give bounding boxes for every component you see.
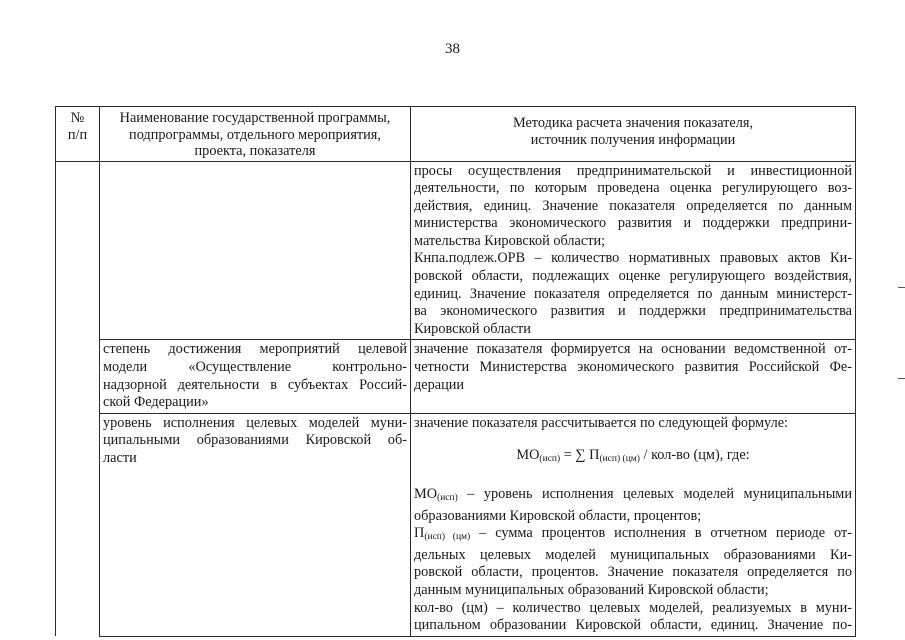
text-line: ципальном образовании Кировской области, единиц. Значение по- — [414, 617, 852, 634]
formula — [414, 447, 852, 469]
definition-p — [414, 525, 852, 547]
header-name-line: проекта, показателя — [194, 143, 316, 159]
text-line: модели «Осуществление контрольно- — [103, 359, 407, 376]
text-line: данным муниципальных образований Кировской области; — [414, 581, 769, 598]
row2-method-cell — [411, 340, 856, 413]
row-number-cell — [56, 161, 100, 636]
text-line: просы осуществления предпринимательской и инвестиционной — [414, 162, 852, 179]
row3-method-cell — [411, 413, 856, 636]
text-line: действия, единиц. Значение показателя определяется по данным — [414, 197, 852, 214]
scan-mark — [898, 287, 905, 288]
header-number-line: п/п — [67, 126, 88, 143]
page-number: 38 — [445, 41, 460, 57]
definition-subscript: (исп) — [437, 493, 458, 503]
formula-rhs: / кол-во (цм), где: — [639, 447, 750, 464]
row3-name-cell — [100, 413, 411, 636]
text-line: ципальными образованиями Кировской об- — [103, 432, 407, 449]
formula-sum: = ∑ П — [560, 447, 600, 464]
text-line: ровской области, процентов. Значение показателя определяется по — [414, 564, 852, 581]
text-line: уровень исполнения целевых моделей муни- — [103, 414, 407, 431]
header-name — [100, 107, 411, 162]
text-line: четности Министерства экономического развития Российской Фе- — [414, 359, 852, 376]
text-line: надзорной деятельности в субъектах Россий- — [103, 376, 407, 393]
table-header-row — [56, 107, 856, 162]
methodology-table — [55, 106, 856, 637]
table-row — [56, 161, 856, 340]
definition-mo — [414, 486, 852, 508]
text-line: образованиями Кировской области, процентов; — [414, 507, 702, 524]
text-line: дельных целевых моделей муниципальных образованиями Ки- — [414, 546, 852, 563]
definition-symbol: П — [414, 525, 425, 542]
text-line: мательства Кировской области; — [414, 232, 606, 249]
text-line: ской Федерации» — [103, 394, 209, 411]
header-name-line: Наименование государственной программы, — [119, 110, 391, 126]
header-method — [411, 107, 856, 162]
text-line: деятельности, по которым проведена оценка регулирующего воз- — [414, 180, 852, 197]
header-method-line: источник получения информации — [530, 131, 736, 148]
header-name-line: подпрограммы, отдельного мероприятия, — [129, 126, 381, 143]
text-line: дерации — [414, 376, 465, 393]
text-line: – сумма процентов исполнения в отчетном периоде от- — [470, 525, 853, 542]
text-line: единиц. Значение показателя определяется по данным министерст- — [414, 285, 852, 302]
text-line: ровской области, подлежащих оценке регулирующего воздействия, — [414, 268, 852, 285]
text-line: Кнпа.подлеж.ОРВ – количество нормативных правовых актов Ки- — [414, 250, 852, 267]
text-line: министерства экономического развития и поддержки предприни- — [414, 215, 852, 232]
row1-name-cell — [100, 161, 411, 340]
header-number-line: № — [70, 110, 85, 126]
text-line: Кировской области — [414, 320, 531, 337]
formula-intro: значение показателя рассчитывается по следующей формуле: — [414, 414, 789, 431]
formula-lhs: МО — [516, 447, 540, 464]
text-line: кол-во (цм) – количество целевых моделей, реализуемых в муни- — [414, 599, 852, 616]
text-line: ва экономического развития и поддержки предпринимательства — [414, 303, 852, 320]
text-line: степень достижения мероприятий целевой — [103, 341, 407, 358]
header-number — [56, 107, 100, 162]
scan-mark — [898, 378, 905, 379]
text-line: значение показателя формируется на основании ведомственной от- — [414, 341, 852, 358]
header-method-line: Методика расчета значения показателя, — [512, 115, 754, 131]
table-row — [56, 413, 856, 636]
formula-lhs-subscript: (исп) — [539, 454, 561, 465]
definition-symbol: МО — [414, 486, 438, 502]
row1-method-cell — [411, 161, 856, 340]
table-row — [56, 340, 856, 413]
row2-name-cell — [100, 340, 411, 413]
text-line: – уровень исполнения целевых моделей муниципальными — [457, 486, 852, 502]
formula-sum-subscript: (исп) (цм) — [599, 454, 640, 465]
definition-subscript: (исп) (цм) — [424, 532, 471, 543]
text-line: ласти — [103, 450, 137, 466]
